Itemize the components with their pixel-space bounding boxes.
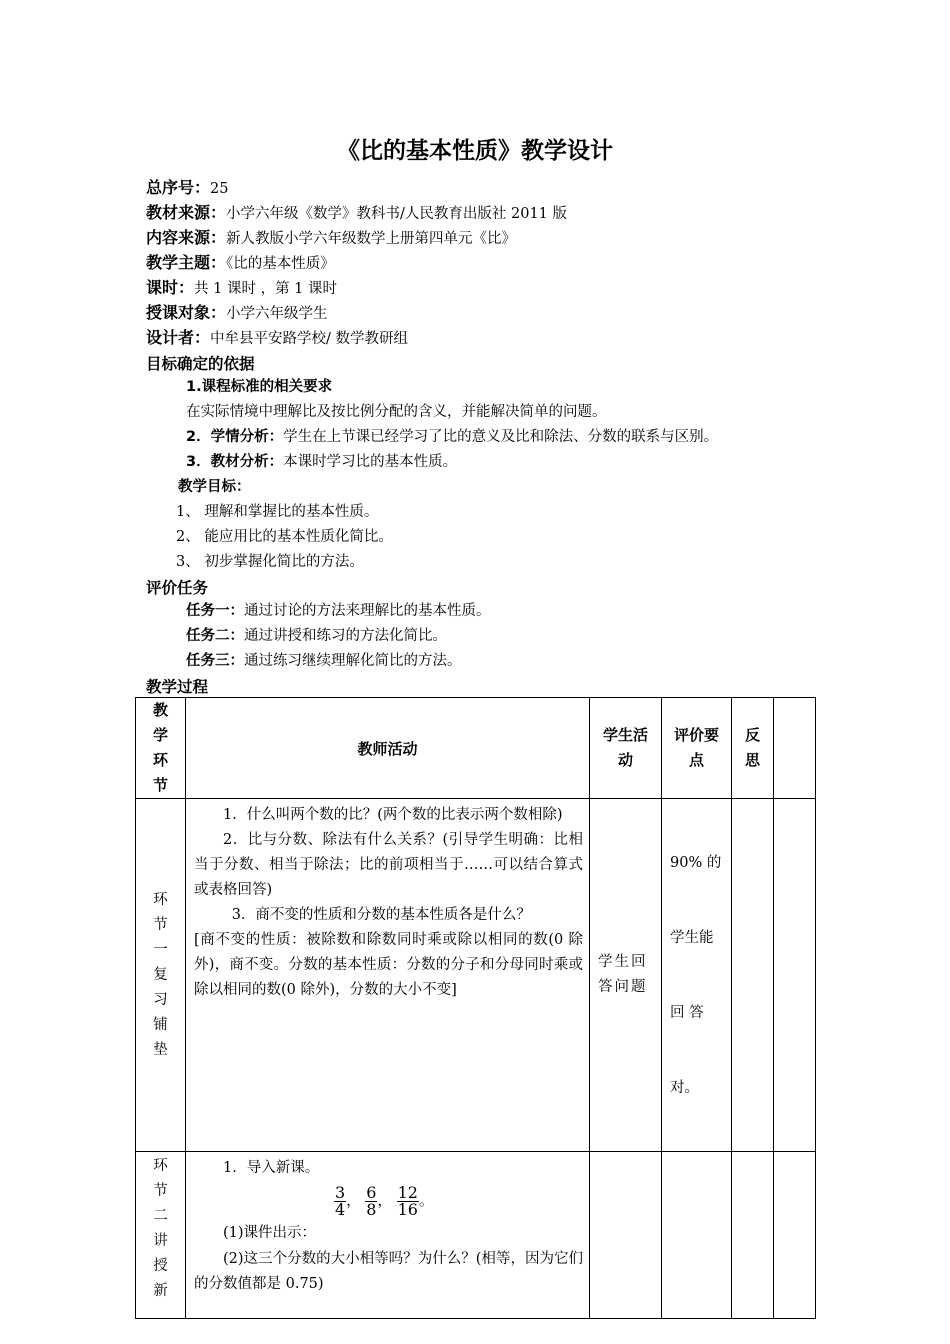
basis-item3-text: 本课时学习比的基本性质。	[283, 454, 458, 470]
fraction-numerator: 12	[397, 1183, 418, 1202]
header-line: 反	[744, 726, 760, 744]
stage-char: 授	[153, 1258, 168, 1274]
header-empty	[774, 698, 816, 799]
student-line: 学生回	[598, 954, 648, 970]
stage-char: 环	[153, 891, 168, 908]
task-text: 通过练习继续理解化简比的方法。	[244, 653, 462, 669]
review-question: 1．什么叫两个数的比？(两个数的比表示两个数相除)	[223, 807, 563, 823]
reflect-cell	[732, 1152, 774, 1319]
meta-label: 授课对象：	[146, 303, 227, 322]
stage-char: 复	[153, 966, 168, 983]
task-item	[186, 601, 491, 621]
stage-char: 讲	[153, 1233, 168, 1249]
meta-value: 中牟县平安路学校/ 数学教研组	[210, 331, 409, 347]
process-table	[135, 697, 816, 1319]
stage-cell	[136, 799, 186, 1152]
stage-char: 新	[153, 1283, 168, 1299]
basis-item1-title: 1.课程标准的相关要求	[186, 379, 333, 395]
task-text: 通过讨论的方法来理解比的基本性质。	[244, 603, 491, 619]
meta-label: 设计者：	[146, 328, 211, 347]
meta-designer	[146, 328, 408, 349]
header-char: 学	[152, 726, 168, 744]
meta-textbook	[146, 203, 567, 224]
meta-label: 教材来源：	[146, 203, 227, 222]
meta-audience	[146, 303, 328, 324]
header-eval	[662, 698, 732, 799]
fraction-denominator: 8	[366, 1200, 377, 1219]
stage-char: 习	[153, 991, 168, 1008]
header-line: 学生活	[602, 726, 648, 744]
fraction	[365, 1185, 377, 1218]
basis-heading: 目标确定的依据	[146, 355, 255, 373]
meta-label: 教学主题：	[146, 253, 227, 272]
meta-content	[146, 228, 516, 249]
stage-char: 节	[153, 1183, 168, 1199]
intro-line: 1．导入新课。	[223, 1160, 320, 1176]
header-char: 节	[152, 776, 168, 794]
eval-line: 回 答	[670, 1005, 704, 1021]
basis-item3	[186, 452, 457, 472]
meta-period	[146, 278, 337, 299]
header-line: 点	[688, 751, 704, 769]
show-label: (1)课件出示：	[223, 1225, 317, 1241]
basis-item1-text: 在实际情境中理解比及按比例分配的含义，并能解决简单的问题。	[186, 404, 607, 420]
fraction-separator: ，	[377, 1193, 392, 1210]
task-text: 通过讲授和练习的方法化简比。	[244, 628, 447, 644]
meta-value: 小学六年级学生	[226, 306, 328, 322]
goal-item: 2、 能应用比的基本性质化简比。	[176, 529, 393, 545]
fraction	[334, 1185, 346, 1218]
header-reflect	[732, 698, 774, 799]
fraction-denominator: 4	[335, 1200, 346, 1219]
header-stage	[136, 698, 186, 799]
header-teacher: 教师活动	[186, 698, 590, 799]
process-heading: 教学过程	[146, 678, 209, 696]
header-line: 评价要	[673, 726, 719, 744]
meta-label: 总序号：	[146, 178, 211, 197]
header-line: 动	[617, 751, 633, 769]
basis-item2-title: 2．学情分析：	[186, 429, 284, 445]
meta-label: 课时：	[146, 278, 195, 297]
page-title: 《比的基本性质》教学设计	[337, 138, 613, 164]
table-row	[136, 1152, 816, 1319]
fraction-block	[194, 1181, 583, 1247]
header-char: 教	[152, 701, 168, 719]
table-row	[136, 799, 816, 1152]
meta-label: 内容来源：	[146, 228, 227, 247]
stage-char: 一	[153, 941, 168, 958]
eval-cell	[662, 799, 732, 1152]
meta-serial	[146, 178, 228, 199]
fraction-group	[334, 1185, 433, 1218]
review-answer: [商不变的性质：被除数和除数同时乘或除以相同的数(0 除外)，商不变。分数的基本性质：分数的分子和分母同时乘或除以相同的数(0 除外)，分数的大小不变]	[194, 932, 583, 998]
eval-line: 学生能	[670, 930, 714, 946]
review-question: 2．比与分数、除法有什么关系？(引导学生明确：比相当于分数、相当于除法；比的前项相当于……可以结合算式或表格回答)	[194, 832, 583, 898]
fraction-numerator: 6	[366, 1183, 377, 1202]
table-header-row	[136, 698, 816, 799]
basis-item2	[186, 427, 718, 447]
fraction	[397, 1185, 419, 1218]
student-line: 答问题	[598, 979, 648, 995]
eval-line: 对。	[670, 1080, 699, 1096]
meta-value: 25	[210, 181, 229, 197]
empty-cell	[774, 799, 816, 1152]
review-question: 3．商不变的性质和分数的基本性质各是什么？	[231, 907, 531, 923]
fraction-end: 。	[418, 1193, 434, 1210]
task-label: 任务三：	[186, 653, 244, 669]
basis-item2-text: 学生在上节课已经学习了比的意义及比和除法、分数的联系与区别。	[283, 429, 719, 445]
task-label: 任务二：	[186, 628, 244, 644]
meta-value: 小学六年级《数学》教科书/人民教育出版社 2011 版	[226, 206, 568, 222]
meta-value: 《比的基本性质》	[226, 256, 335, 272]
teacher-cell	[186, 1152, 590, 1319]
meta-topic	[146, 253, 335, 274]
fraction-separator: ，	[346, 1193, 361, 1210]
goal-item: 1、 理解和掌握比的基本性质。	[176, 504, 379, 520]
task-label: 任务一：	[186, 603, 244, 619]
stage-cell	[136, 1152, 186, 1319]
meta-value: 共 1 课时 ，第 1 课时	[194, 281, 338, 297]
task-item	[186, 626, 447, 646]
header-line: 思	[744, 751, 760, 769]
eval-line: 90% 的	[670, 855, 722, 871]
eval-cell	[662, 1152, 732, 1319]
stage-char: 垫	[153, 1041, 168, 1058]
tasks-heading: 评价任务	[146, 579, 209, 597]
meta-value: 新人教版小学六年级数学上册第四单元《比》	[226, 231, 517, 247]
teacher-cell	[186, 799, 590, 1152]
empty-cell	[774, 1152, 816, 1319]
header-char: 环	[152, 751, 168, 769]
compare-question: (2)这三个分数的大小相等吗？为什么？(相等，因为它们的分数值都是 0.75)	[194, 1251, 583, 1292]
fraction-numerator: 3	[335, 1183, 346, 1202]
stage-char: 节	[153, 916, 168, 933]
header-student	[590, 698, 662, 799]
task-item	[186, 651, 462, 671]
fraction-denominator: 16	[397, 1200, 418, 1219]
student-cell	[590, 799, 662, 1152]
stage-char: 二	[153, 1208, 168, 1224]
stage-char: 铺	[153, 1016, 168, 1033]
student-cell	[590, 1152, 662, 1319]
basis-item3-title: 3．教材分析：	[186, 454, 284, 470]
stage-char: 环	[153, 1158, 168, 1174]
reflect-cell	[732, 799, 774, 1152]
goals-title: 教学目标：	[178, 479, 251, 495]
goal-item: 3、 初步掌握化简比的方法。	[176, 554, 364, 570]
